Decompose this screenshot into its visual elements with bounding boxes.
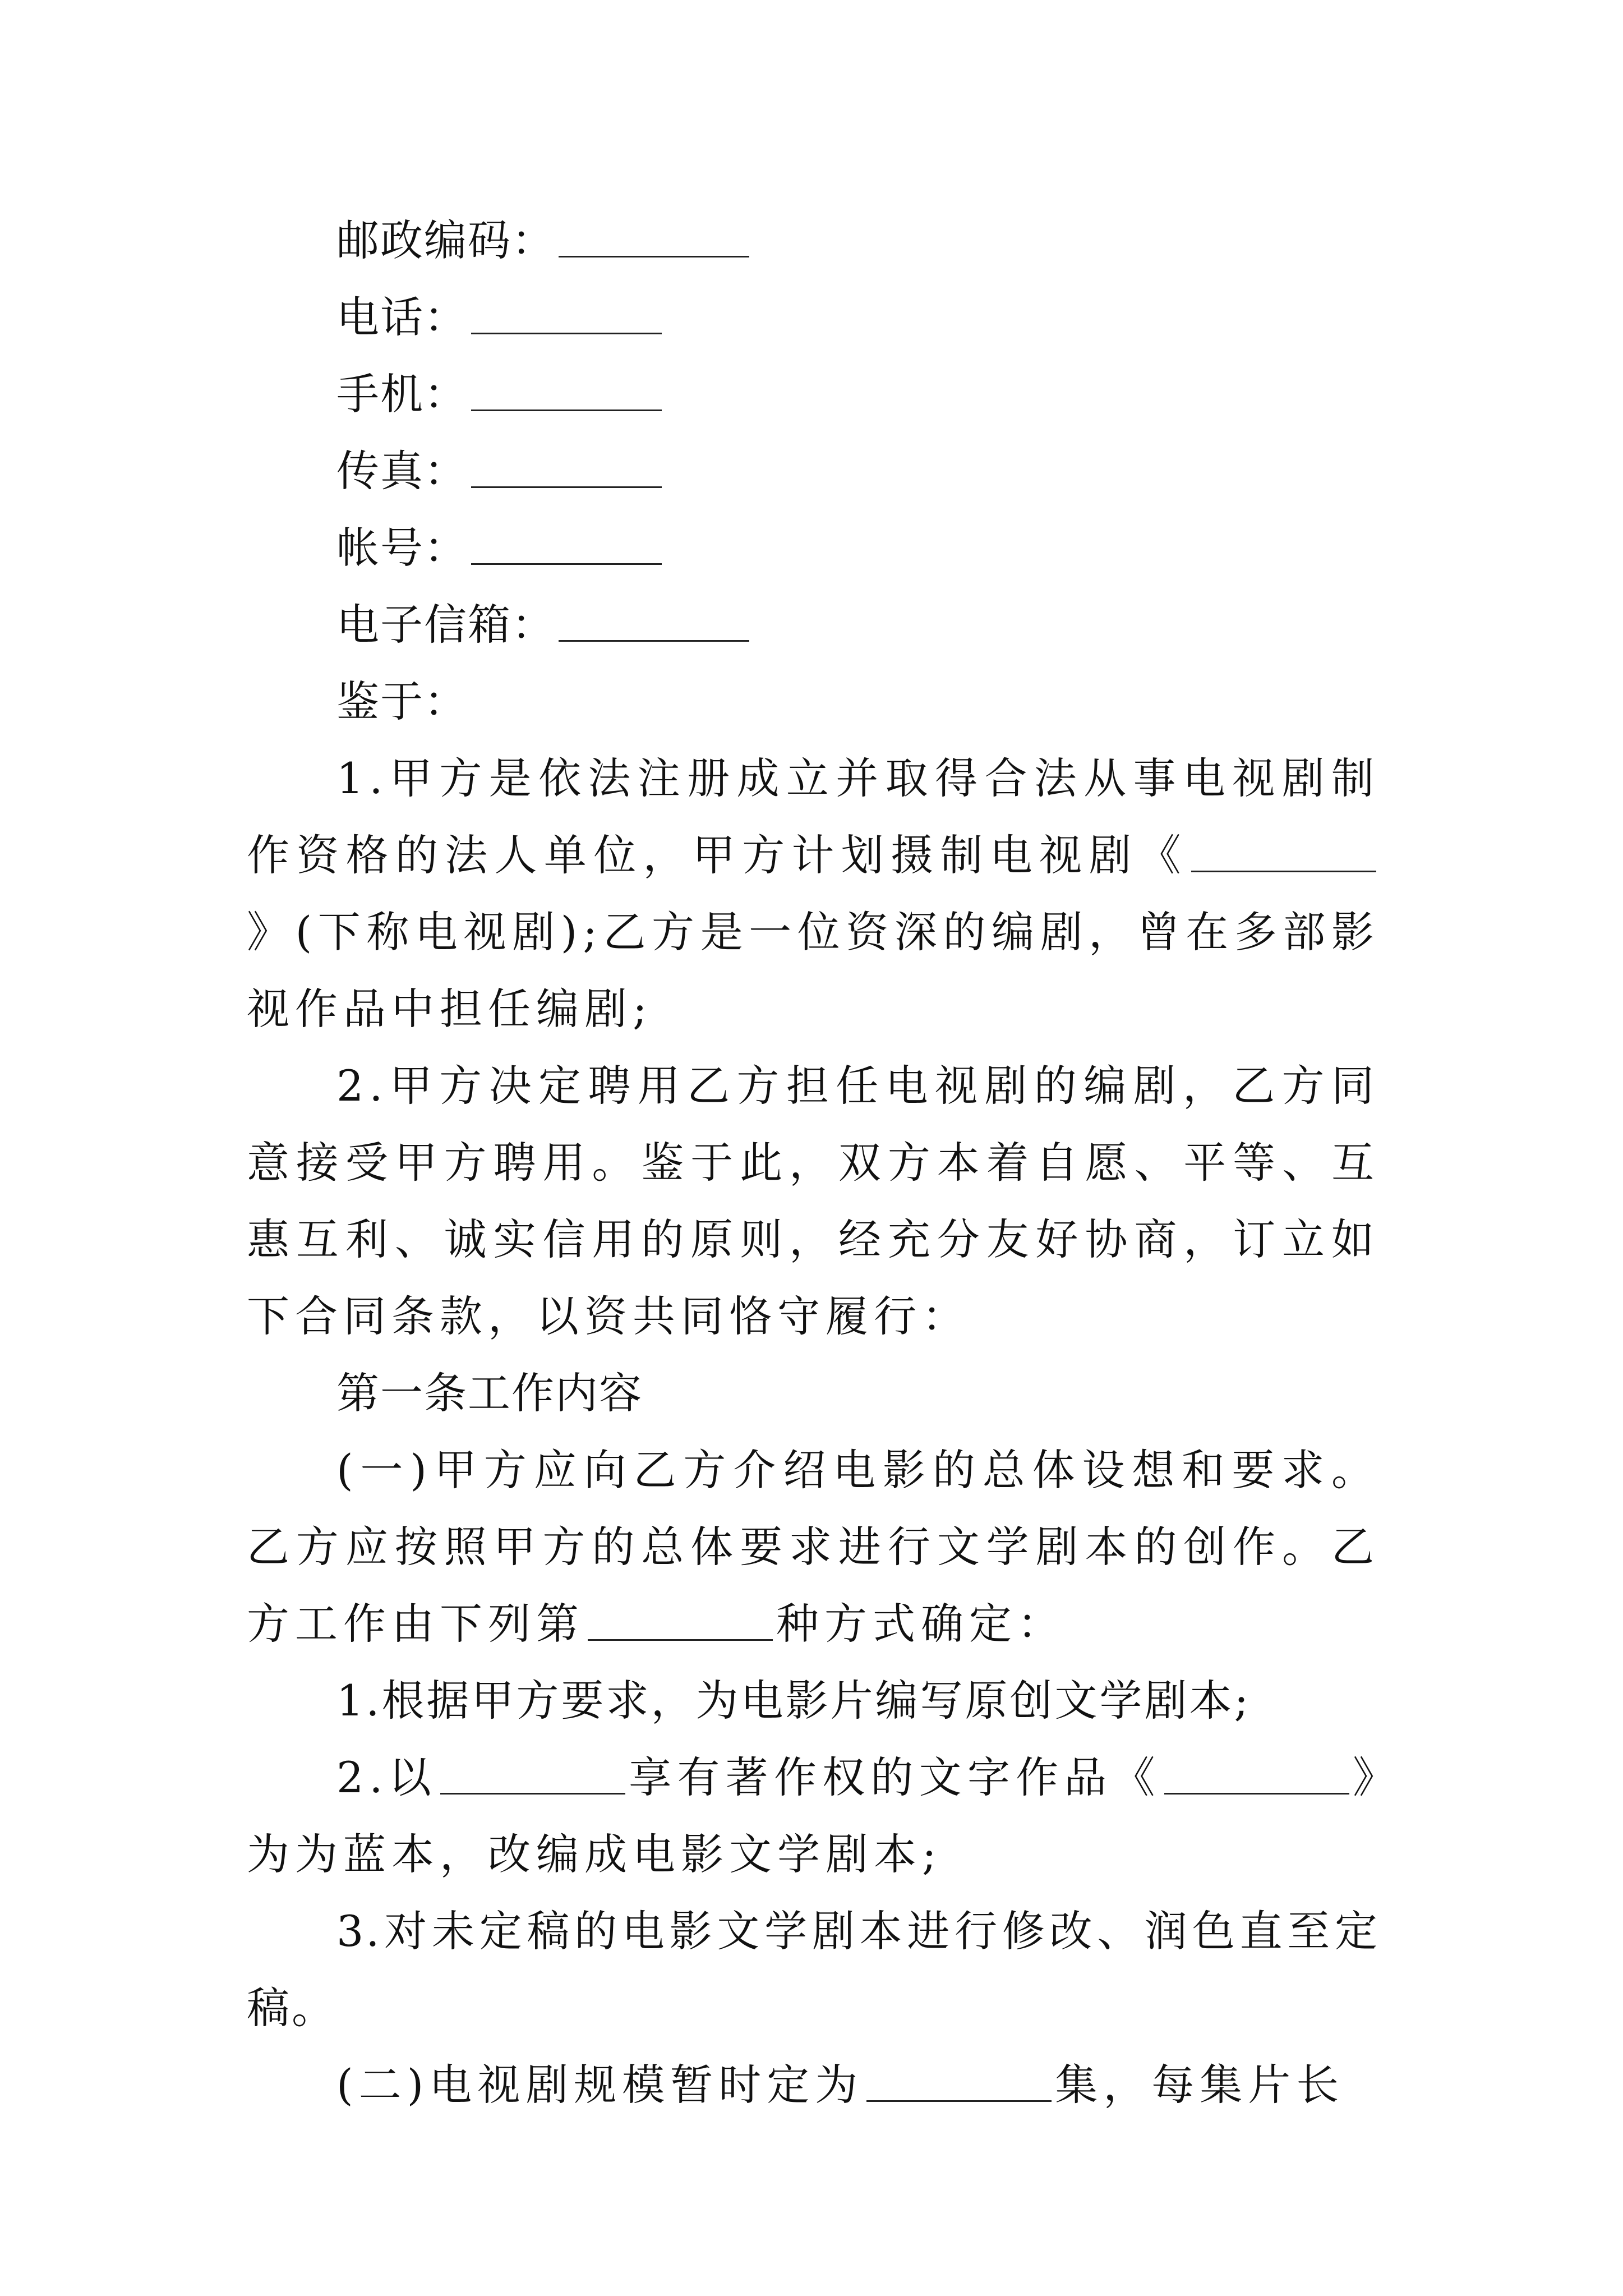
postal-code-blank[interactable] xyxy=(559,217,749,257)
clause-2 xyxy=(247,2046,1380,2123)
drama-title-blank[interactable] xyxy=(1191,832,1376,872)
fax-blank[interactable] xyxy=(471,448,662,487)
copyright-holder-blank[interactable] xyxy=(440,1754,625,1794)
option-1: 1.根据甲方要求，为电影片编写原创文学剧本; xyxy=(336,1676,1251,1726)
account-blank[interactable] xyxy=(471,524,662,564)
account-line xyxy=(247,509,1380,586)
postal-code-line xyxy=(247,202,1380,279)
email-blank[interactable] xyxy=(559,601,749,641)
recital-1 xyxy=(247,740,1380,1047)
whereas-heading: 鉴于： xyxy=(336,677,468,726)
email-label: 电子信箱： xyxy=(336,600,555,650)
clause-1 xyxy=(247,1432,1380,1662)
phone-label: 电话： xyxy=(336,292,468,342)
clause-2-text-a: (二)电视剧规模暂时定为 xyxy=(336,2060,864,2110)
recital-1-text-b: 》(下称电视剧);乙方是一位资深的编剧，曾在多部影视作品中担任编剧; xyxy=(247,907,1380,1034)
article-1-title: 第一条工作内容 xyxy=(336,1368,643,1418)
phone-line xyxy=(247,279,1380,356)
email-line xyxy=(247,586,1380,663)
phone-blank[interactable] xyxy=(471,294,662,334)
option-2-text-c: 》为为蓝本，改编成电影文学剧本; xyxy=(247,1752,1380,1879)
document-body xyxy=(247,202,1380,2123)
clause-1-text-b: 种方式确定： xyxy=(776,1599,1066,1649)
account-label: 帐号： xyxy=(336,523,468,573)
option-3: 3.对未定稿的电影文学剧本进行修改、润色直至定稿。 xyxy=(247,1906,1380,2033)
option-2 xyxy=(247,1739,1380,1893)
clause-2-text-b: 集，每集片长 xyxy=(1055,2060,1345,2110)
clause-1-text-a: (一)甲方应向乙方介绍电影的总体设想和要求。乙方应按照甲方的总体要求进行文学剧本的创作。乙方工作由下列第 xyxy=(247,1445,1380,1649)
option-2-text-b: 享有著作权的文字作品《 xyxy=(628,1752,1161,1802)
work-title-blank[interactable] xyxy=(1164,1754,1349,1794)
recital-1-text-a: 1.甲方是依法注册成立并取得合法从事电视剧制作资格的法人单位，甲方计划摄制电视剧《 xyxy=(247,753,1380,880)
mobile-line xyxy=(247,356,1380,432)
fax-line xyxy=(247,432,1380,509)
method-number-blank[interactable] xyxy=(588,1600,773,1640)
fax-label: 传真： xyxy=(336,446,468,496)
option-2-text-a: 2.以 xyxy=(336,1752,437,1802)
mobile-blank[interactable] xyxy=(471,371,662,411)
mobile-label: 手机： xyxy=(336,369,468,419)
episode-count-blank[interactable] xyxy=(866,2062,1052,2101)
postal-code-label: 邮政编码： xyxy=(336,215,555,265)
recital-2: 2.甲方决定聘用乙方担任电视剧的编剧，乙方同意接受甲方聘用。鉴于此，双方本着自愿、平等、互惠互利、诚实信用的原则，经充分友好协商，订立如下合同条款，以资共同恪守履行： xyxy=(247,1061,1380,1341)
